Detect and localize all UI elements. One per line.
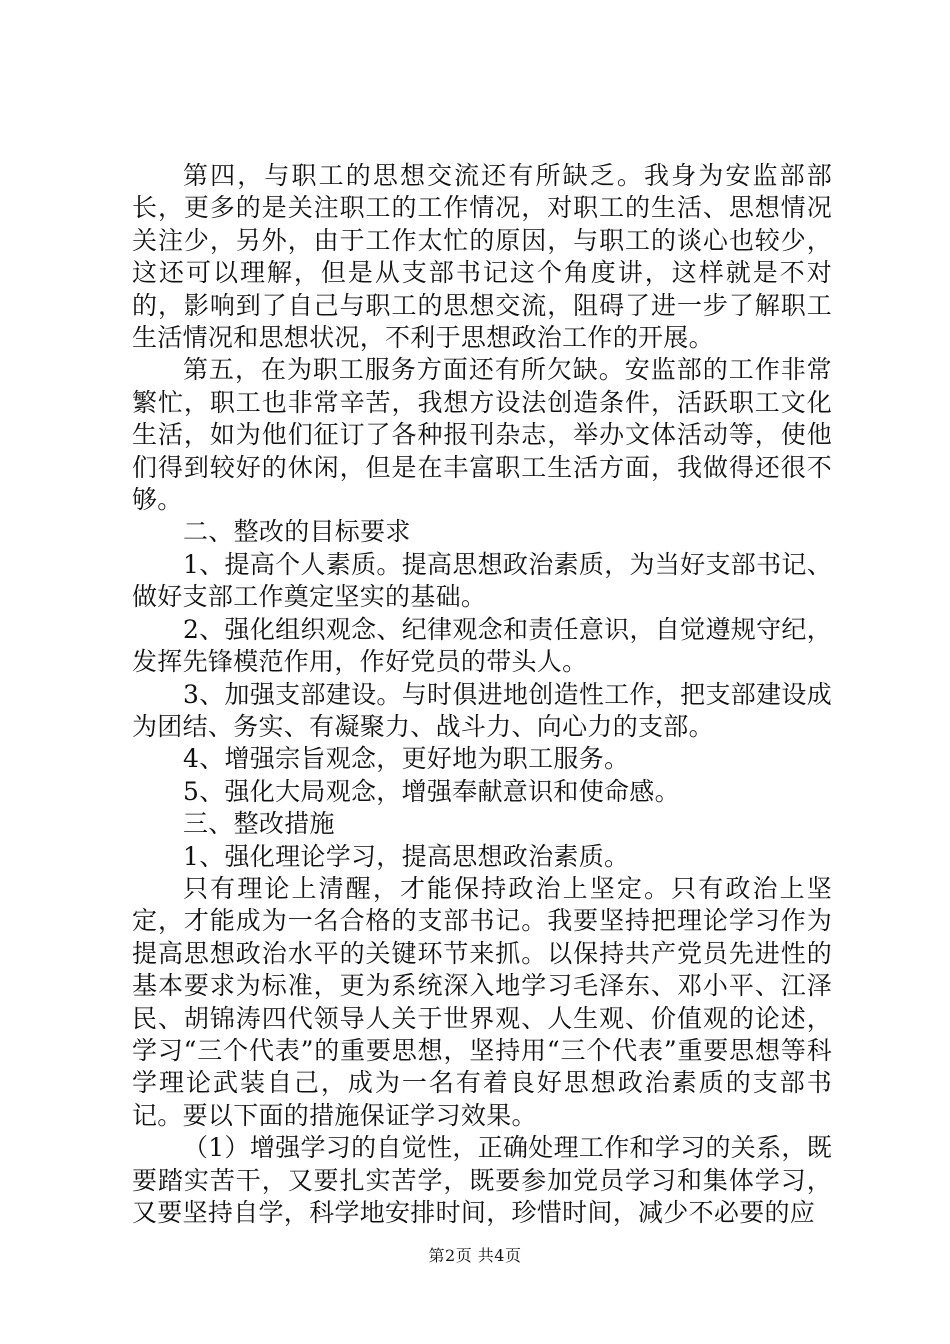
goal-item-5: 5、强化大局观念，增强奉献意识和使命感。 [183, 776, 680, 806]
goal-item-3: 3、加强支部建设。与时俱进地创造性工作，把支部建设成为团结、务实、有凝聚力、战斗力、向心力的支部。 [132, 679, 832, 741]
document-body [132, 160, 832, 1229]
paragraph-fourth-point: 第四，与职工的思想交流还有所缺乏。我身为安监部部长，更多的是关注职工的工作情况，对职工的生活、思想情况关注少，另外，由于工作太忙的原因，与职工的谈心也较少，这还可以理解，但是从支部书记这个角度讲，这样就是不对的，影响到了自己与职工的思想交流，阻碍了进一步了解职工生活情况和思想状况，不利于思想政治工作的开展。 [132, 161, 832, 353]
measure-subitem-1: （1）增强学习的自觉性，正确处理工作和学习的关系，既要踏实苦干，又要扎实苦学，既要参加党员学习和集体学习，又要坚持自学，科学地安排时间，珍惜时间，减少不必要的应 [132, 1133, 832, 1227]
section-heading-goals: 二、整改的目标要求 [183, 517, 411, 547]
goal-item-4: 4、增强宗旨观念，更好地为职工服务。 [183, 744, 630, 774]
goal-item-2: 2、强化组织观念、纪律观念和责任意识，自觉遵规守纪，发挥先锋模范作用，作好党员的带头人。 [132, 614, 832, 677]
measure-body-paragraph: 只有理论上清醒，才能保持政治上坚定。只有政治上坚定，才能成为一名合格的支部书记。我要坚持把理论学习作为提高思想政治水平的关键环节来抓。以保持共产党员先进性的基本要求为标准，更为系统深入地学习毛泽东、邓小平、江泽民、胡锦涛四代领导人关于世界观、人生观、价值观的论述，学习“三个代表”的重要思想，坚持用“三个代表”重要思想等科学理论武装自己，成为一名有着良好思想政治素质的支部书记。要以下面的措施保证学习效果。 [132, 873, 832, 1130]
page-footer: 第2页 共4页 [428, 1246, 522, 1265]
paragraph-fifth-point: 第五，在为职工服务方面还有所欠缺。安监部的工作非常繁忙，职工也非常辛苦，我想方设法创造条件，活跃职工文化生活，如为他们征订了各种报刊杂志，举办文体活动等，使他们得到较好的休闲，但是在丰富职工生活方面，我做得还很不够。 [132, 355, 832, 515]
goal-item-1: 1、提高个人素质。提高思想政治素质，为当好支部书记、做好支部工作奠定坚实的基础。 [132, 549, 832, 612]
measure-item-1: 1、强化理论学习，提高思想政治素质。 [183, 841, 630, 871]
section-heading-measures: 三、整改措施 [183, 809, 335, 839]
